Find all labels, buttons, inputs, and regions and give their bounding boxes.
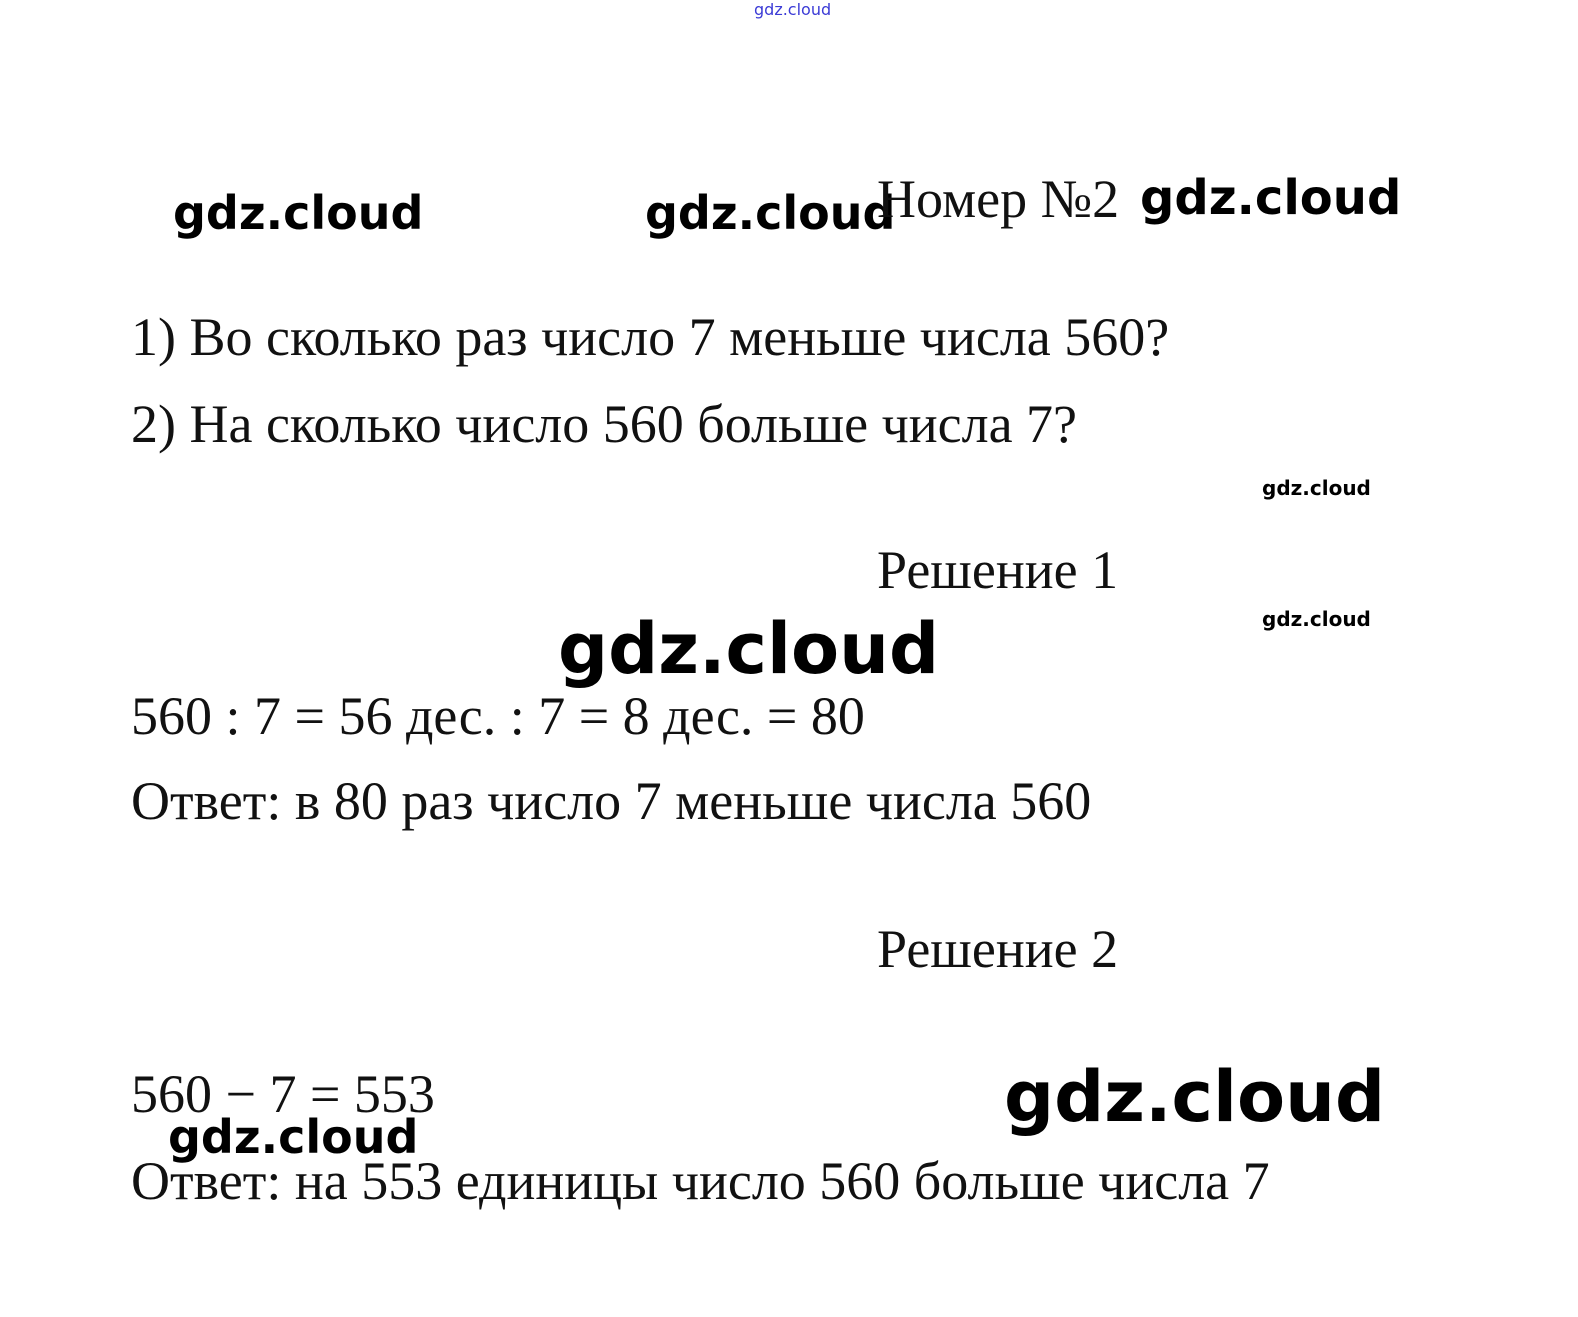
solution-1-equation: 560 : 7 = 56 дес. : 7 = 8 дес. = 80 xyxy=(131,686,865,746)
watermark: gdz.cloud xyxy=(1262,476,1371,500)
watermark: gdz.cloud xyxy=(645,186,896,240)
question-1: 1) Во сколько раз число 7 меньше числа 560? xyxy=(131,307,1170,367)
watermark: gdz.cloud xyxy=(1140,170,1402,226)
watermark: gdz.cloud xyxy=(1004,1056,1386,1138)
watermark: gdz.cloud xyxy=(168,1110,419,1164)
watermark: gdz.cloud xyxy=(1262,607,1371,631)
solution-2-heading: Решение 2 xyxy=(877,919,1119,979)
solution-1-answer: Ответ: в 80 раз число 7 меньше числа 560 xyxy=(131,771,1092,831)
watermark-top: gdz.cloud xyxy=(754,0,832,19)
watermark: gdz.cloud xyxy=(173,186,424,240)
solution-2-equation: 560 − 7 = 553 xyxy=(131,1064,435,1124)
solution-2-answer: Ответ: на 553 единицы число 560 больше числа 7 xyxy=(131,1151,1270,1211)
page-title: Номер №2 xyxy=(877,169,1120,229)
question-2: 2) На сколько число 560 больше числа 7? xyxy=(131,394,1078,454)
solution-1-heading: Решение 1 xyxy=(877,540,1119,600)
watermark: gdz.cloud xyxy=(558,608,940,690)
